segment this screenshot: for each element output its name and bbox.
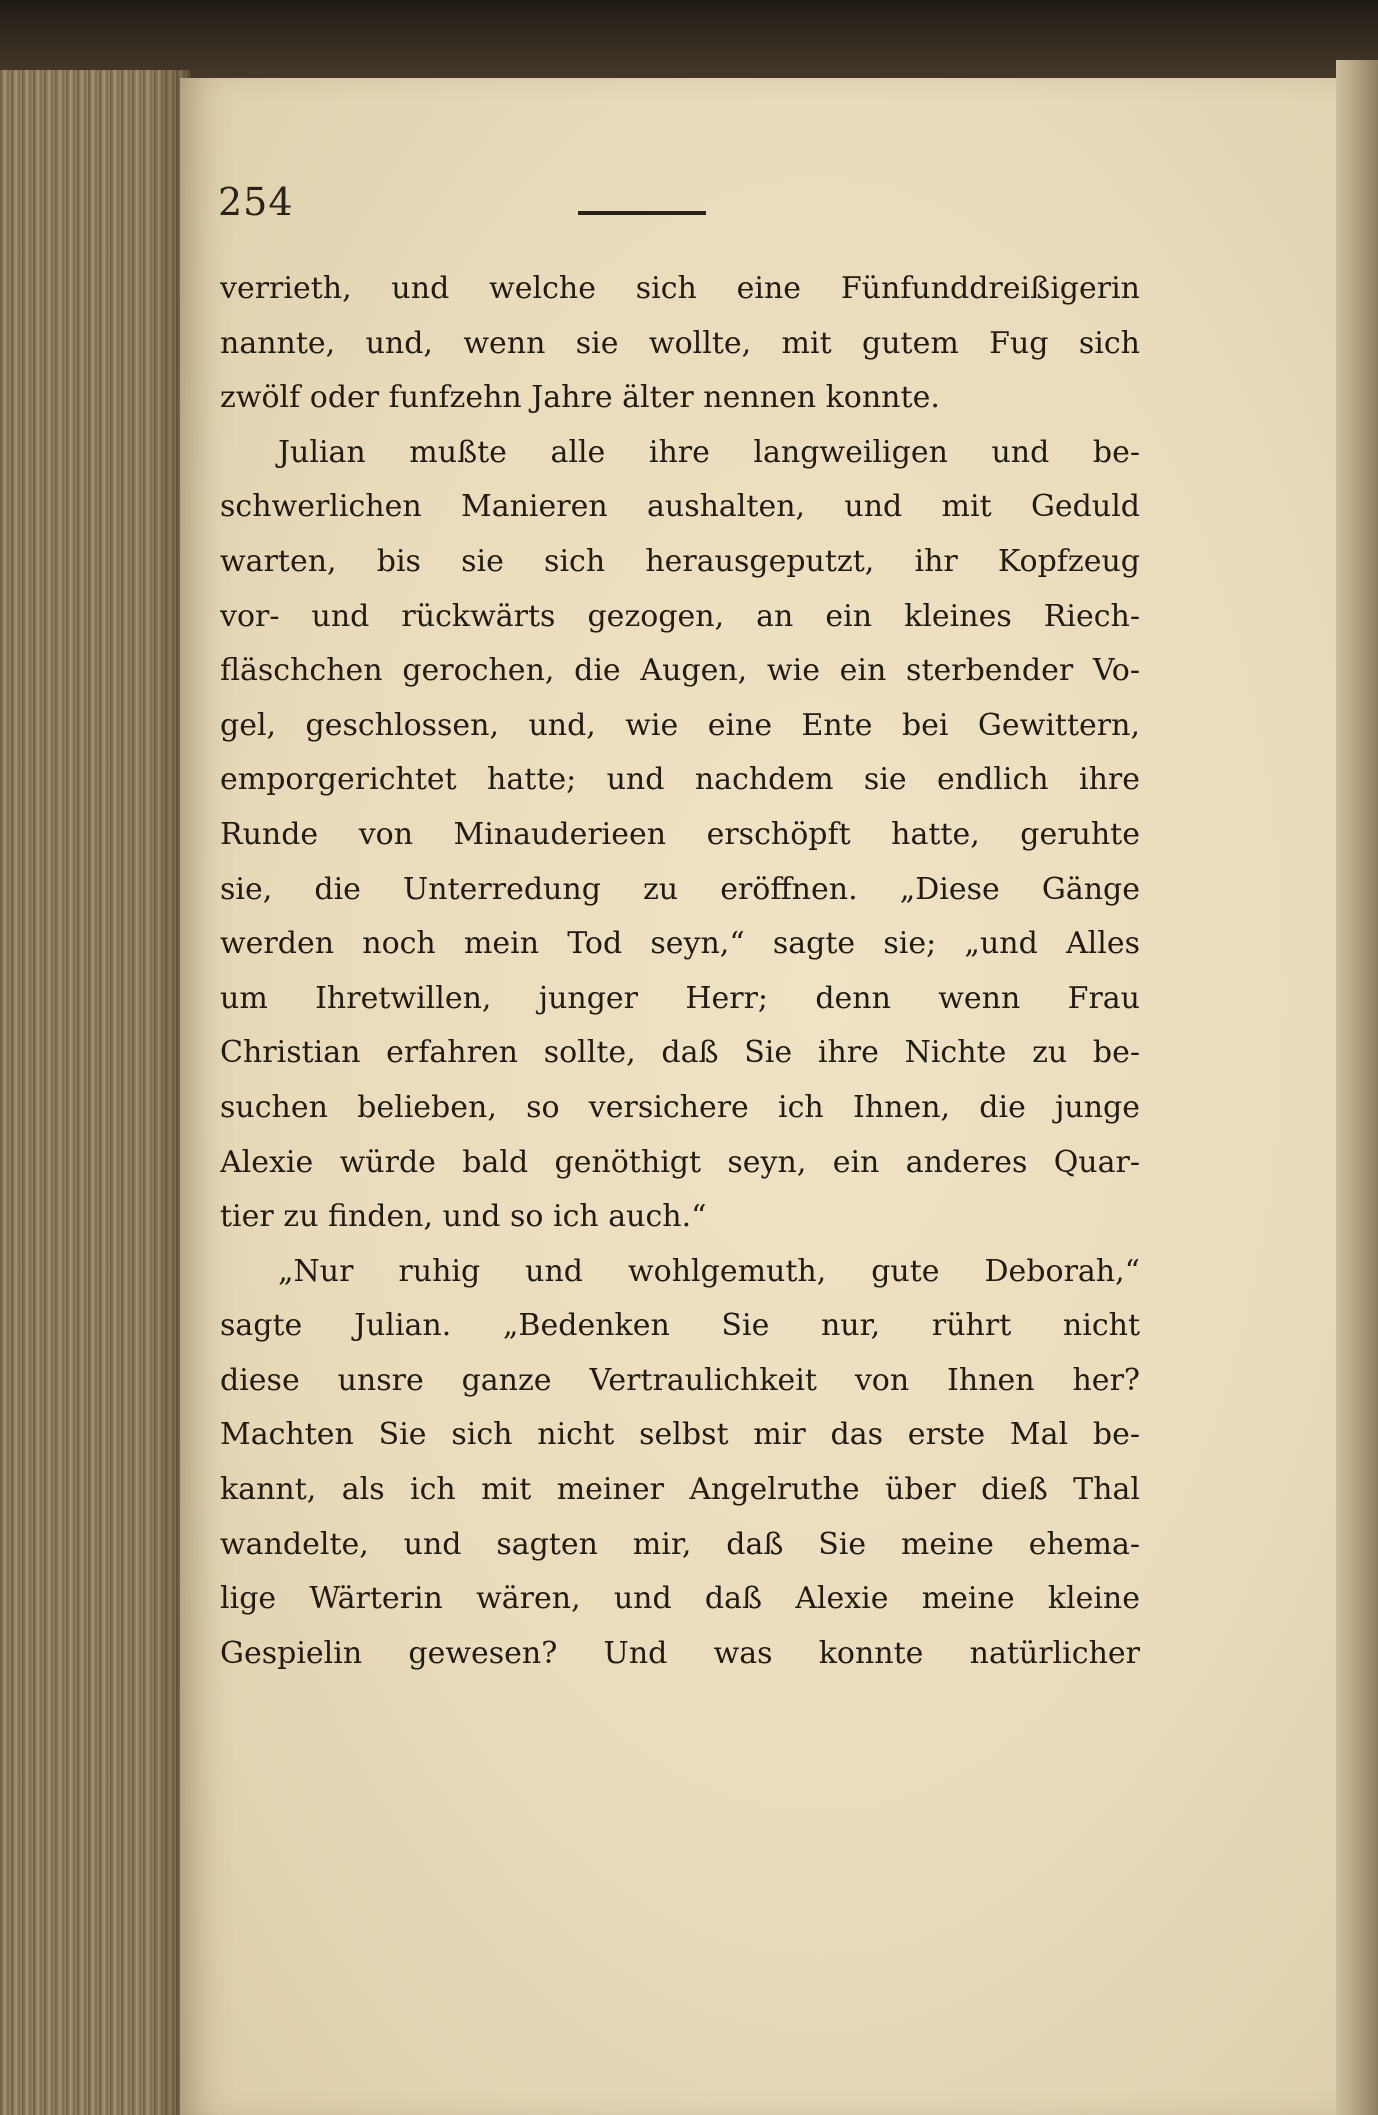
text-line: Runde von Minauderieen erschöpft hatte, geruhte: [220, 816, 1140, 852]
book-cover-right: [1336, 60, 1378, 2115]
page-header: [218, 180, 918, 240]
text-line: nannte, und, wenn sie wollte, mit gutem Fug sich: [220, 325, 1140, 361]
text-line: tier zu finden, und so ich auch.“: [220, 1199, 707, 1235]
text-line: lige Wärterin wären, und daß Alexie meine kleine: [220, 1581, 1140, 1617]
text-line: Alexie würde bald genöthigt seyn, ein anderes Quar-: [220, 1144, 1140, 1180]
text-line: Christian erfahren sollte, daß Sie ihre Nichte zu be-: [220, 1035, 1140, 1071]
text-line: warten, bis sie sich herausgeputzt, ihr Kopfzeug: [220, 543, 1140, 579]
text-line: verrieth, und welche sich eine Fünfunddreißigerin: [220, 271, 1140, 306]
text-line: schwerlichen Manieren aushalten, und mit Geduld: [220, 489, 1140, 525]
text-line: gel, geschlossen, und, wie eine Ente bei Gewittern,: [220, 707, 1140, 743]
header-rule: [578, 211, 706, 215]
text-line: Julian mußte alle ihre langweiligen und be-: [278, 434, 1140, 470]
text-line: wandelte, und sagten mir, daß Sie meine ehema-: [220, 1526, 1140, 1562]
text-line: emporgerichtet hatte; und nachdem sie endlich ihre: [220, 762, 1140, 798]
text-line: sie, die Unterredung zu eröffnen. „Diese Gänge: [220, 871, 1140, 907]
page-number: 254: [218, 180, 294, 224]
text-line: suchen belieben, so versichere ich Ihnen, die junge: [220, 1089, 1140, 1125]
text-line: um Ihretwillen, junger Herr; denn wenn Frau: [220, 980, 1140, 1016]
text-line: fläschchen gerochen, die Augen, wie ein sterbender Vo-: [220, 653, 1140, 689]
text-line: diese unsre ganze Vertraulichkeit von Ihnen her?: [220, 1362, 1140, 1398]
text-line: zwölf oder funfzehn Jahre älter nennen konnte.: [220, 380, 940, 416]
text-line: „Nur ruhig und wohlgemuth, gute Deborah,“: [278, 1253, 1140, 1289]
page-edges: [0, 70, 190, 2115]
text-line: Machten Sie sich nicht selbst mir das erste Mal be-: [220, 1417, 1140, 1453]
text-line: Gespielin gewesen? Und was konnte natürlicher: [220, 1635, 1140, 1671]
text-line: vor- und rückwärts gezogen, an ein kleines Riech-: [220, 598, 1140, 634]
body-text: [220, 262, 1140, 1681]
text-line: werden noch mein Tod seyn,“ sagte sie; „und Alles: [220, 926, 1140, 962]
text-line: kannt, als ich mit meiner Angelruthe über dieß Thal: [220, 1472, 1140, 1508]
text-line: sagte Julian. „Bedenken Sie nur, rührt nicht: [220, 1308, 1140, 1344]
